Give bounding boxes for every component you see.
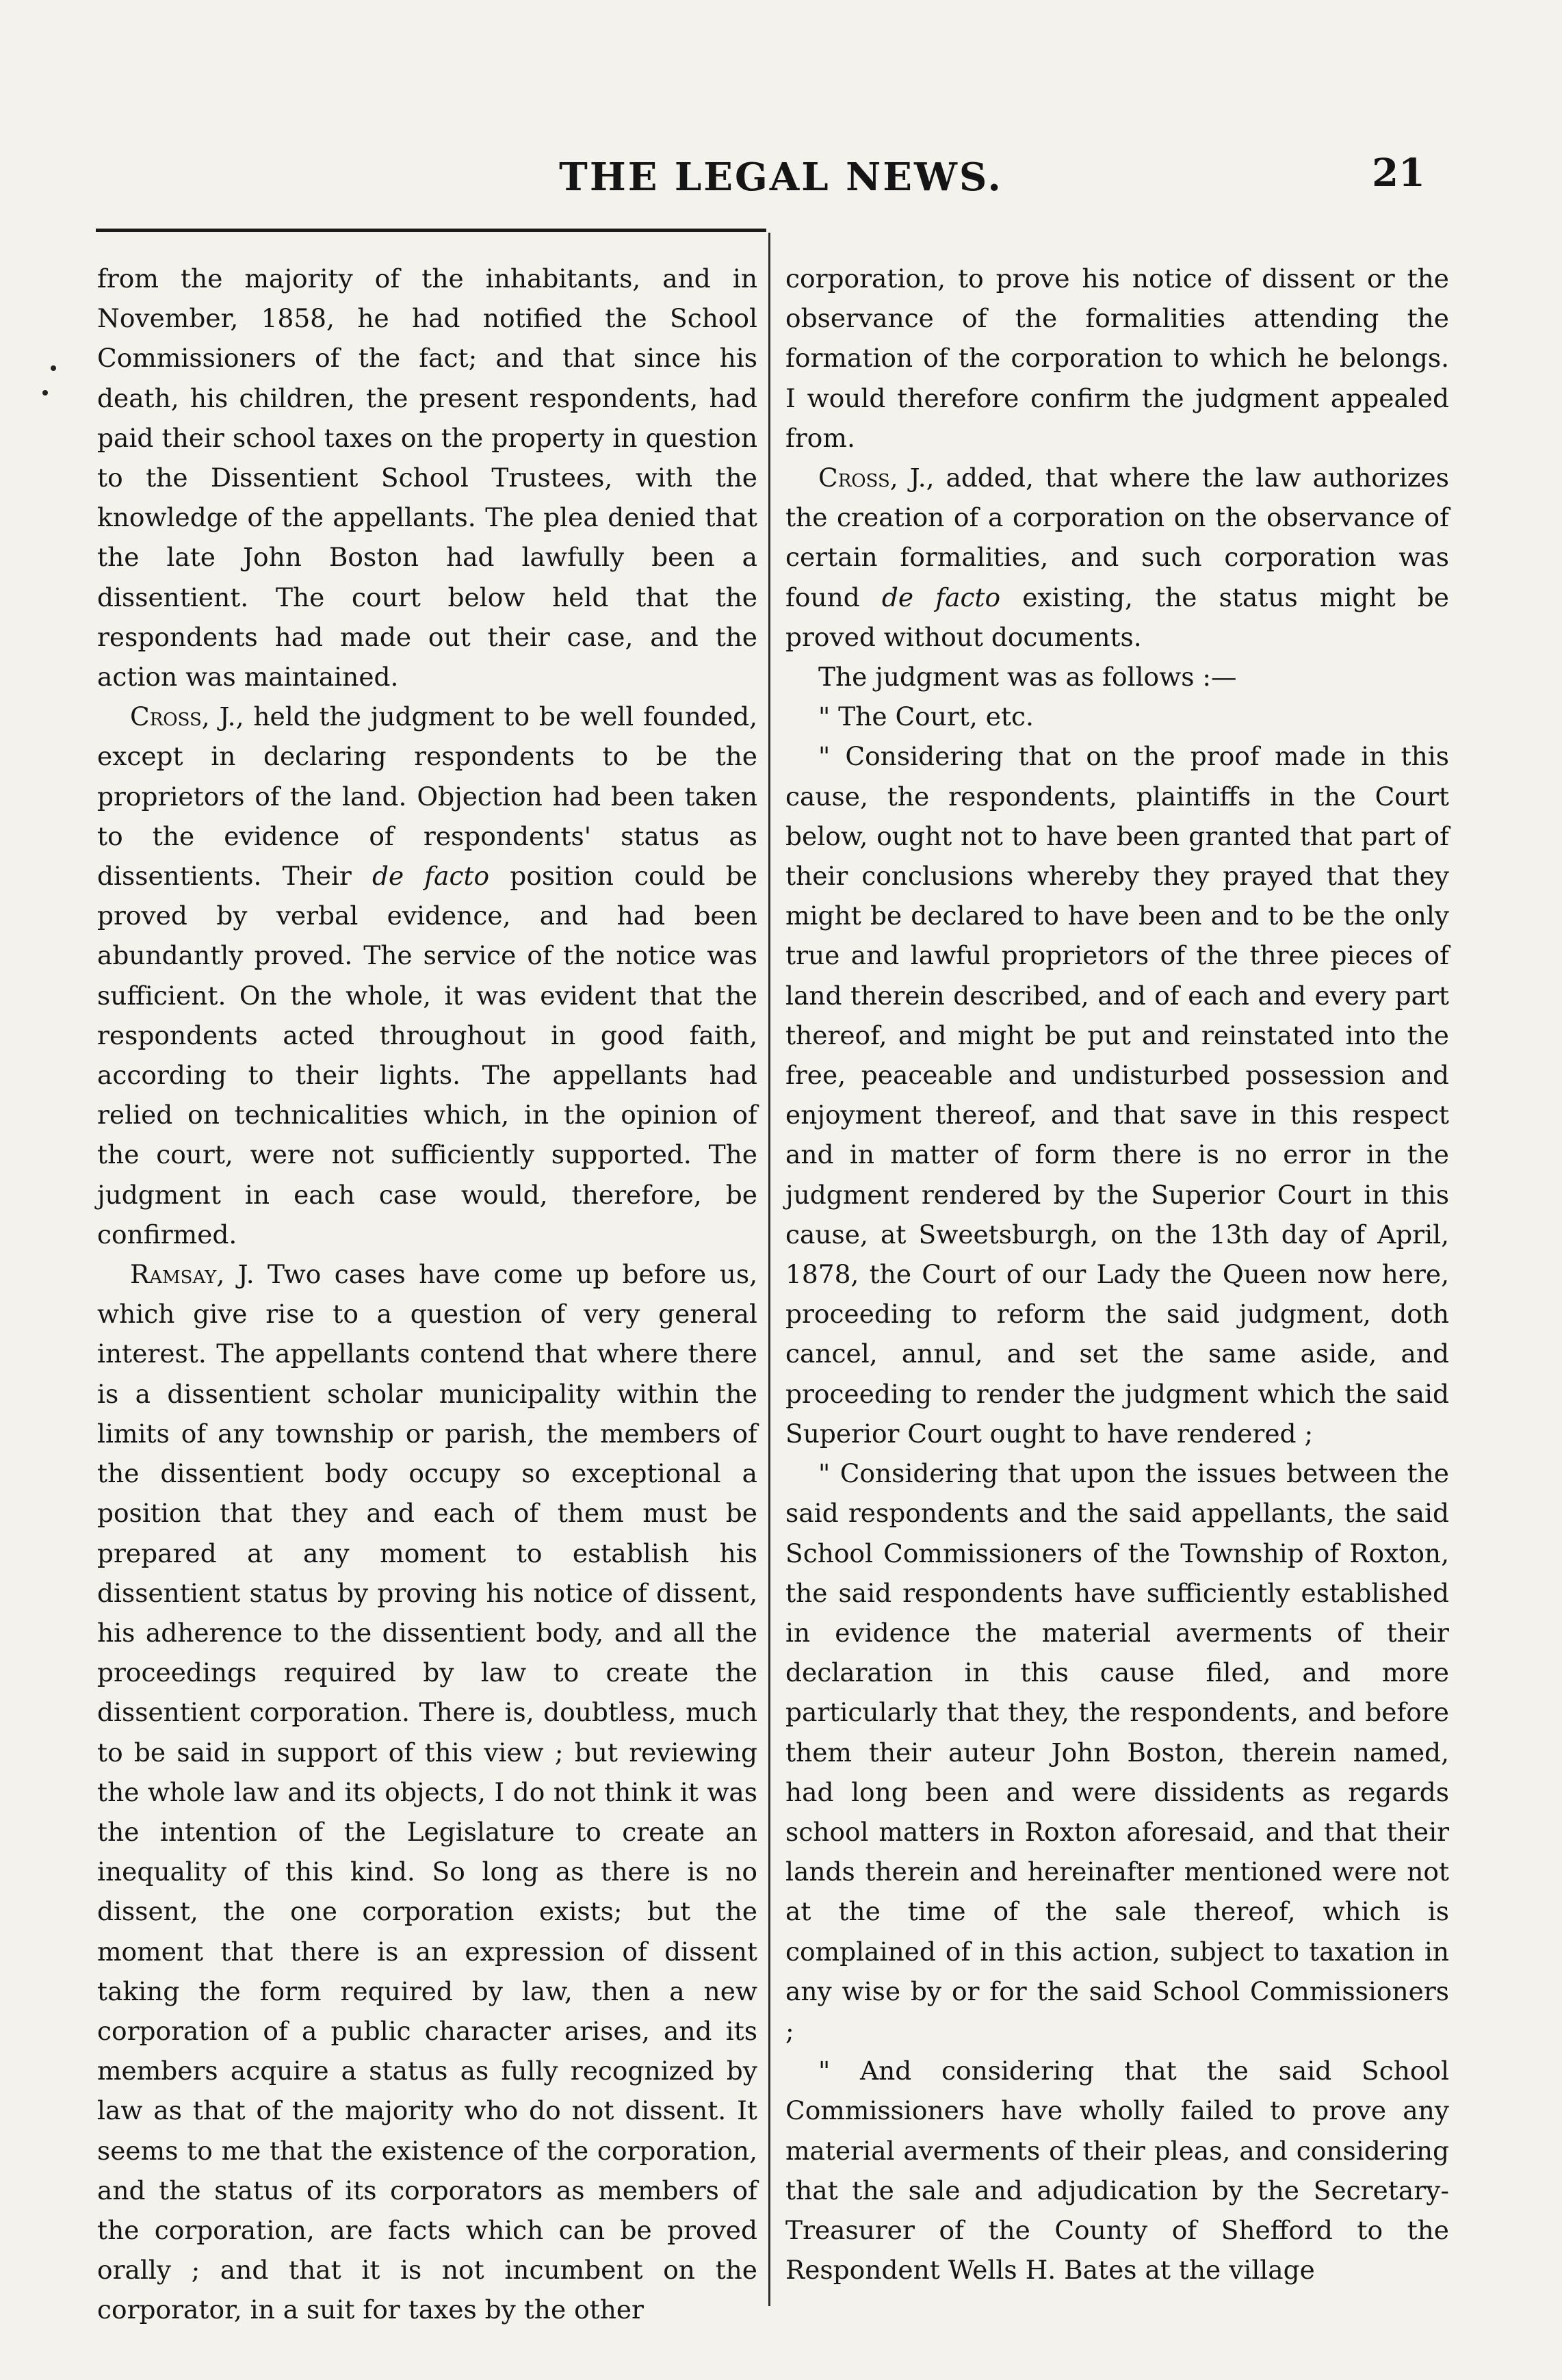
page-number: 21 [1372, 151, 1425, 196]
italic-phrase: de facto [372, 861, 490, 892]
margin-mark [51, 365, 56, 371]
paragraph-text: held the judgment to be well founded, except in declaring respondents to be the proprietors of the land. Objection had been taken to the evidence of respondents' status as dissentients. Their [97, 701, 757, 892]
margin-mark [42, 390, 48, 396]
header-rule [96, 229, 766, 232]
paragraph: corporation, to prove his notice of dissent or the observance of the formalities attending the formation of the corporation to which he belongs. I would therefore confirm the judgment appealed from. [785, 263, 1449, 453]
italic-phrase: de facto [881, 582, 1001, 612]
paragraph-text: J., added, that where the law authorizes the creation of a corporation on the observance of certain formalities, and such corporation was found [785, 463, 1449, 612]
paragraph: from the majority of the inhabitants, and in November, 1858, he had notified the School Commissioners of the fact; and that since his death, his children, the present respondents, had paid their school taxes on the property in question to the Dissentient School Trustees, with the knowledge of the appellants. The plea denied that the late John Boston had lawfully been a dissentient. The court below held that the respondents had made out their case, and the action was maintained. [97, 263, 757, 693]
paragraph-text: existing, the status might be proved without documents. [785, 582, 1449, 652]
running-header-title: THE LEGAL NEWS. [559, 155, 1003, 200]
paragraph [785, 458, 1449, 657]
paragraph: " And considering that the said School Commissioners have wholly failed to prove any material averments of their pleas, and considering that the sale and adjudication by the Secretary-Treasurer of the County of Shefford to the Respondent Wells H. Bates at the village [785, 2056, 1449, 2286]
paragraph [97, 1254, 757, 2329]
judge-name: Ramsay, [130, 1259, 225, 1290]
paragraph-text: J. Two cases have come up before us, which give rise to a question of very general interest. The appellants contend that where there is a dissentient scholar municipality within the limits of any township or parish, the members of the dissentient body occupy so exceptional a position that they and each of them must be prepared at any moment to establish his dissentient status by proving his notice of dissent, his adherence to the dissentient body, and all the proceedings required by law to create the dissentient corporation. There is, doubtless, much to be said in support of this view ; but reviewing the whole law and its objects, I do not think it was the intention of the Legislature to create an inequality of this kind. So long as there is no dissent, the one corporation exists; but the moment that there is an expression of dissent taking the form required by law, then a new corporation of a public character arises, and its members acquire a status as fully recognized by law as that of the majority who do not dissent. It seems to me that the existence of the corporation, and the status of its corporators as members of the corporation, are facts which can be proved orally ; and that it is not incumbent on the corporator, in a suit for taxes by the other [97, 1259, 757, 2325]
paragraph: The judgment was as follows :— [818, 662, 1237, 693]
column-divider [768, 233, 770, 2306]
right-column [785, 259, 1449, 2305]
paragraph: " The Court, etc. [818, 701, 1034, 732]
paragraph [97, 697, 757, 1254]
paragraph: " Considering that on the proof made in this cause, the respondents, plaintiffs in the Court below, ought not to have been granted that part of their conclusions whereby they prayed that they might be declared to have been and to be the only true and lawful proprietors of the three pieces of land therein described, and of each and every part thereof, and might be put and reinstated into the free, peaceable and undisturbed possession and enjoyment thereof, and that save in this respect and in matter of form there is no error in the judgment rendered by the Superior Court in this cause, at Sweetsburgh, on the 13th day of April, 1878, the Court of our Lady the Queen now here, proceeding to reform the said judgment, doth cancel, annul, and set the same aside, and proceeding to render the judgment which the said Superior Court ought to have rendered ; [785, 741, 1449, 1449]
paragraph-text: position could be proved by verbal evidence, and had been abundantly proved. The service of the notice was sufficient. On the whole, it was evident that the respondents acted throughout in good faith, according to their lights. The appellants had relied on technicalities which, in the opinion of the court, were not sufficiently supported. The judgment in each case would, therefore, be confirmed. [97, 861, 757, 1250]
left-column [97, 259, 757, 2325]
paragraph: " Considering that upon the issues between the said respondents and the said appellants, the said School Commissioners of the Township of Roxton, the said respondents have sufficiently established in evidence the material averments of their declaration in this cause filed, and more particularly that they, the respondents, and before them their auteur John Boston, therein named, had long been and were dissidents as regards school matters in Roxton aforesaid, and that their lands therein and hereinafter mentioned were not at the time of the sale thereof, which is complained of in this action, subject to taxation in any wise by or for the said School Commissioners ; [785, 1458, 1449, 2046]
judge-name: Cross, J., [130, 701, 244, 732]
judge-name: Cross, [818, 463, 898, 493]
